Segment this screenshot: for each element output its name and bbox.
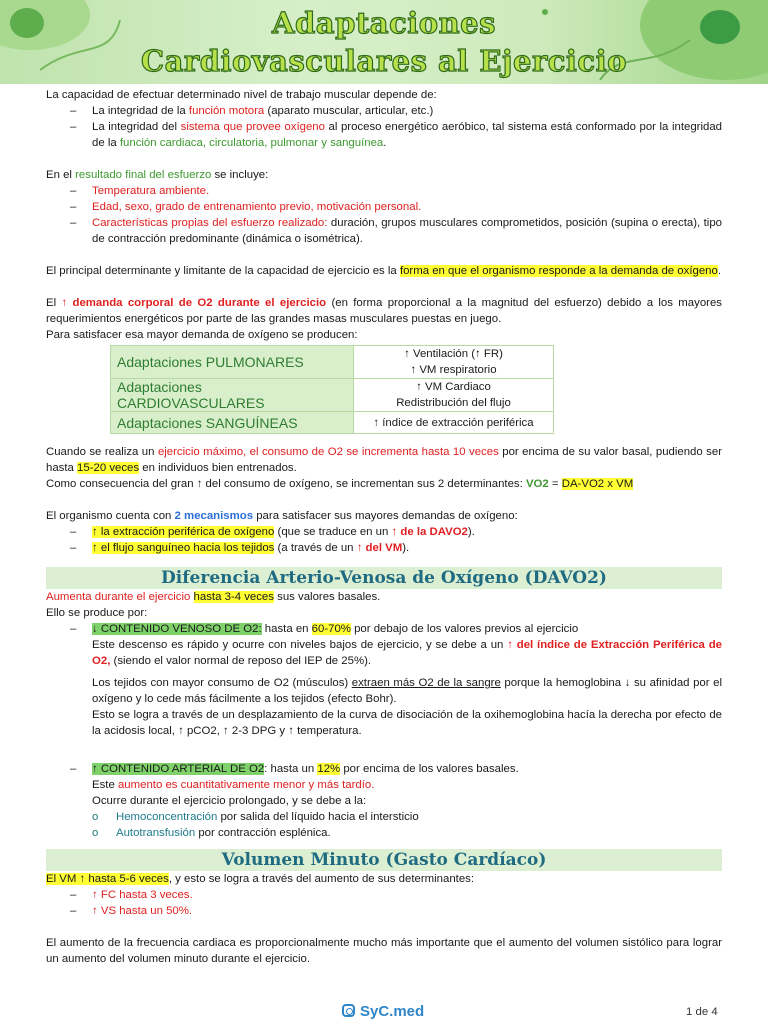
list-item: – ↓ CONTENIDO VENOSO DE O2: hasta en 60-70% por debajo de los valores previos al ejercicio xyxy=(46,621,722,637)
paragraph: Este descenso es rápido y ocurre con niveles bajos de ejercicio, y se debe a un ↑ del índice de Extracción Periférica de O2, (siendo el valor normal de reposo del IEP de 25%). xyxy=(92,639,723,667)
table-cell-value: ↑ Ventilación (↑ FR) ↑ VM respiratorio xyxy=(354,346,554,379)
list-item: – ↑ la extracción periférica de oxígeno (que se traduce en un ↑ de la DAVO2). xyxy=(46,524,722,540)
paragraph: Ocurre durante el ejercicio prolongado, y se debe a la: xyxy=(92,795,367,807)
paragraph: Aumenta durante el ejercicio hasta 3-4 veces sus valores basales. xyxy=(46,591,381,603)
table-cell-label: Adaptaciones SANGUÍNEAS xyxy=(111,412,354,434)
page-number: 1 de 4 xyxy=(686,1006,718,1018)
paragraph: En el resultado final del esfuerzo se incluye: xyxy=(46,169,269,181)
paragraph: Para satisfacer esa mayor demanda de oxígeno se producen: xyxy=(46,329,358,341)
brand-label[interactable]: SyC.med xyxy=(342,1002,424,1022)
list-item: – La integridad de la función motora (aparato muscular, articular, etc.) xyxy=(46,103,722,119)
dash-bullet: – xyxy=(70,121,77,133)
table-cell-label: Adaptaciones CARDIOVASCULARES xyxy=(111,379,354,412)
paragraph: El VM ↑ hasta 5-6 veces, y esto se logra a través del aumento de sus determinantes: xyxy=(46,873,475,885)
section-heading-davo2: Diferencia Arterio-Venosa de Oxígeno (DAVO2) xyxy=(46,567,722,589)
paragraph: El ↑ demanda corporal de O2 durante el ejercicio (en forma proporcional a la magnitud del esfuerzo) debido a los mayores requerimientos energéticos por parte de las grandes masas musculares puestas en juego. xyxy=(46,297,722,325)
section-heading-vm: Volumen Minuto (Gasto Cardíaco) xyxy=(46,849,722,871)
list-item: – ↑ CONTENIDO ARTERIAL DE O2: hasta un 12% por encima de los valores basales. xyxy=(46,761,722,777)
dash-bullet: – xyxy=(70,185,77,197)
paragraph: El aumento de la frecuencia cardiaca es proporcionalmente mucho más importante que el aumento del volumen sistólico para lograr un aumento del volumen minuto durante el ejercicio. xyxy=(46,937,722,965)
table-cell-label: Adaptaciones PULMONARES xyxy=(111,346,354,379)
dash-bullet: – xyxy=(70,201,77,213)
list-item: – ↑ FC hasta 3 veces. xyxy=(46,887,722,903)
dash-bullet: – xyxy=(70,217,77,229)
list-item: – ↑ el flujo sanguíneo hacia los tejidos (a través de un ↑ del VM). xyxy=(46,540,722,556)
circle-bullet: o xyxy=(92,827,99,839)
list-item: – Edad, sexo, grado de entrenamiento previo, motivación personal. xyxy=(46,199,722,215)
dash-bullet: – xyxy=(70,889,77,901)
page-footer xyxy=(0,1002,768,1022)
table-row xyxy=(111,412,554,434)
dash-bullet: – xyxy=(70,542,77,554)
header-banner xyxy=(0,0,768,84)
page-title-line-1: Adaptaciones xyxy=(272,6,496,40)
list-item: – La integridad del sistema que provee oxígeno al proceso energético aeróbico, tal sistema está conformado por la integridad de la función cardiaca, circulatoria, pulmonar y sanguínea. xyxy=(46,119,722,151)
paragraph: El organismo cuenta con 2 mecanismos para satisfacer sus mayores demandas de oxígeno: xyxy=(46,510,518,522)
paragraph: Los tejidos con mayor consumo de O2 (músculos) extraen más O2 de la sangre porque la hemoglobina ↓ su afinidad por el oxígeno y lo cede más fácilmente a los tejidos (efecto Bohr). xyxy=(92,677,722,705)
table-cell-value: ↑ VM Cardiaco Redistribución del flujo xyxy=(354,379,554,412)
list-item: – Temperatura ambiente. xyxy=(46,183,722,199)
instagram-icon xyxy=(342,1004,355,1017)
list-item: – Características propias del esfuerzo realizado: duración, grupos musculares comprometidos, posición (supina o erecta), tipo de contracción predominante (dinámica o isométrica). xyxy=(46,215,722,247)
list-item: o Autotransfusión por contracción esplénica. xyxy=(46,825,722,841)
list-item: – ↑ VS hasta un 50%. xyxy=(46,903,722,919)
paragraph: Como consecuencia del gran ↑ del consumo de oxígeno, se incrementan sus 2 determinantes: VO2 = DA-VO2 x VM xyxy=(46,478,634,490)
table-cell-value: ↑ índice de extracción periférica xyxy=(354,412,554,434)
page-title-line-2: Cardiovasculares al Ejercicio xyxy=(141,44,627,78)
table-row xyxy=(111,346,554,379)
document-body xyxy=(46,87,722,967)
paragraph: Ello se produce por: xyxy=(46,607,148,619)
adaptations-table xyxy=(110,345,554,434)
paragraph: La capacidad de efectuar determinado nivel de trabajo muscular depende de: xyxy=(46,89,437,101)
circle-bullet: o xyxy=(92,811,99,823)
paragraph: Esto se logra a través de un desplazamiento de la curva de disociación de la oxihemoglobina hacía la derecha por efecto de la acidosis local, ↑ pCO2, ↑ 2-3 DPG y ↑ temperatura. xyxy=(92,709,722,737)
paragraph: Cuando se realiza un ejercicio máximo, el consumo de O2 se incrementa hasta 10 veces por encima de su valor basal, pudiendo ser hasta 15-20 veces en individuos bien entrenados. xyxy=(46,446,722,474)
dash-bullet: – xyxy=(70,623,77,635)
dash-bullet: – xyxy=(70,105,77,117)
table-row xyxy=(111,379,554,412)
list-item: o Hemoconcentración por salida del líquido hacia el intersticio xyxy=(46,809,722,825)
dash-bullet: – xyxy=(70,905,77,917)
paragraph: Este aumento es cuantitativamente menor y más tardío. xyxy=(92,779,375,791)
dash-bullet: – xyxy=(70,763,77,775)
paragraph: El principal determinante y limitante de la capacidad de ejercicio es la forma en que el organismo responde a la demanda de oxígeno. xyxy=(46,265,721,277)
dash-bullet: – xyxy=(70,526,77,538)
